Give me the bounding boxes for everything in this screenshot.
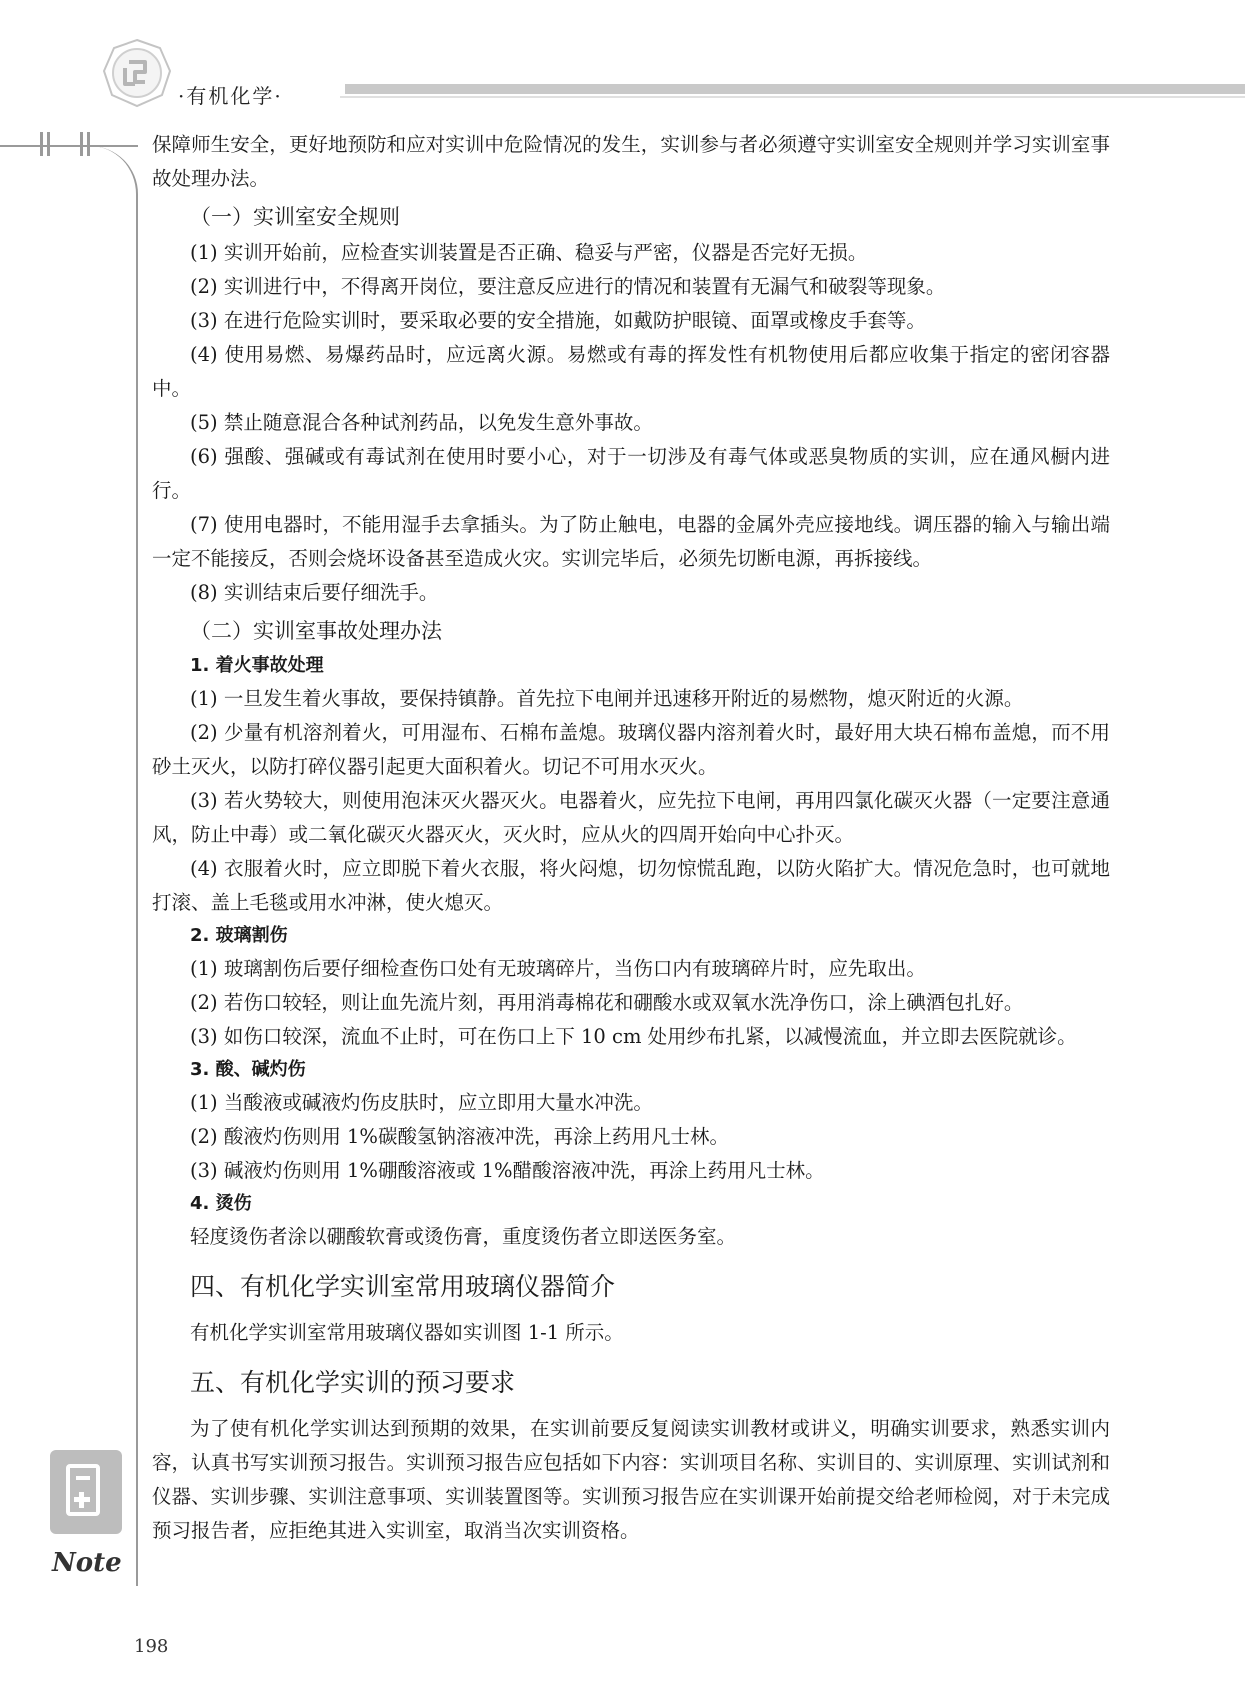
margin-tick <box>40 132 43 156</box>
note-label: Note <box>52 1548 122 1578</box>
margin-curve <box>86 146 138 206</box>
running-header-title: ·有机化学· <box>178 84 283 108</box>
list-item: (6) 强酸、强碱或有毒试剂在使用时要小心，对于一切涉及有毒气体或恶臭物质的实训，应在通风橱内进行。 <box>152 445 1110 502</box>
list-item: (3) 在进行危险实训时，要采取必要的安全措施，如戴防护眼镜、面罩或橡皮手套等。 <box>190 309 926 332</box>
note-badge <box>50 1450 122 1534</box>
page-number: 198 <box>134 1636 169 1657</box>
margin-tick <box>47 132 50 156</box>
list-item: (1) 一旦发生着火事故，要保持镇静。首先拉下电闸并迅速移开附近的易燃物，熄灭附近的火源。 <box>190 687 1024 710</box>
section-heading-preview-requirements: 五、有机化学实训的预习要求 <box>190 1368 516 1397</box>
subheading-fire: 1. 着火事故处理 <box>190 655 324 676</box>
subheading-scalds: 4. 烫伤 <box>190 1193 252 1214</box>
list-item: (3) 若火势较大，则使用泡沫灭火器灭火。电器着火，应先拉下电闸，再用四氯化碳灭火器（一定要注意通风，防止中毒）或二氧化碳灭火器灭火，灭火时，应从火的四周开始向中心扑灭。 <box>152 789 1110 846</box>
list-item: (2) 少量有机溶剂着火，可用湿布、石棉布盖熄。玻璃仪器内溶剂着火时，最好用大块石棉布盖熄，而不用砂土灭火，以防打碎仪器引起更大面积着火。切记不可用水灭火。 <box>152 721 1110 778</box>
header-bar <box>345 84 1245 94</box>
paragraph: 轻度烫伤者涂以硼酸软膏或烫伤膏，重度烫伤者立即送医务室。 <box>190 1225 737 1248</box>
list-item: (3) 碱液灼伤则用 1%硼酸溶液或 1%醋酸溶液冲洗，再涂上药用凡士林。 <box>190 1159 825 1182</box>
list-item: (8) 实训结束后要仔细洗手。 <box>190 581 439 604</box>
subheading-glass-cuts: 2. 玻璃割伤 <box>190 925 288 946</box>
section-heading-glassware: 四、有机化学实训室常用玻璃仪器简介 <box>190 1272 616 1301</box>
list-item: (2) 若伤口较轻，则让血先流片刻，再用消毒棉花和硼酸水或双氧水洗净伤口，涂上碘酒包扎好。 <box>190 991 1024 1014</box>
margin-rule <box>0 145 138 147</box>
list-item: (4) 衣服着火时，应立即脱下着火衣服，将火闷熄，切勿惊慌乱跑，以防火陷扩大。情况危急时，也可就地打滚、盖上毛毯或用水冲淋，使火熄灭。 <box>152 857 1110 914</box>
book-logo-icon <box>102 38 172 108</box>
subheading-chemical-burns: 3. 酸、碱灼伤 <box>190 1059 306 1080</box>
section-heading-accident-handling: （二）实训室事故处理办法 <box>190 619 442 643</box>
paragraph: 有机化学实训室常用玻璃仪器如实训图 1-1 所示。 <box>190 1321 624 1344</box>
header-bar-shadow <box>340 96 1245 98</box>
page-content <box>152 128 1110 1548</box>
list-item: (4) 使用易燃、易爆药品时，应远离火源。易燃或有毒的挥发性有机物使用后都应收集于指定的密闭容器中。 <box>152 343 1110 400</box>
list-item: (1) 玻璃割伤后要仔细检查伤口处有无玻璃碎片，当伤口内有玻璃碎片时，应先取出。 <box>190 957 926 980</box>
section-heading-safety-rules: （一）实训室安全规则 <box>190 205 400 229</box>
list-item: (1) 当酸液或碱液灼伤皮肤时，应立即用大量水冲洗。 <box>190 1091 653 1114</box>
list-item: (5) 禁止随意混合各种试剂药品，以免发生意外事故。 <box>190 411 653 434</box>
list-item: (1) 实训开始前，应检查实训装置是否正确、稳妥与严密，仪器是否完好无损。 <box>190 241 868 264</box>
list-item: (2) 实训进行中，不得离开岗位，要注意反应进行的情况和装置有无漏气和破裂等现象。 <box>190 275 946 298</box>
list-item: (2) 酸液灼伤则用 1%碳酸氢钠溶液冲洗，再涂上药用凡士林。 <box>190 1125 729 1148</box>
intro-paragraph: 保障师生安全，更好地预防和应对实训中危险情况的发生，实训参与者必须遵守实训室安全规则并学习实训室事故处理办法。 <box>152 133 1110 190</box>
paragraph: 为了使有机化学实训达到预期的效果，在实训前要反复阅读实训教材或讲义，明确实训要求，熟悉实训内容，认真书写实训预习报告。实训预习报告应包括如下内容：实训项目名称、实训目的、实训原理、实训试剂和仪器、实训步骤、实训注意事项、实训装置图等。实训预习报告应在实训课开始前提交给老师检阅，对于未完成预习报告者，应拒绝其进入实训室，取消当次实训资格。 <box>152 1417 1110 1542</box>
list-item: (3) 如伤口较深，流血不止时，可在伤口上下 10 cm 处用纱布扎紧，以减慢流血，并立即去医院就诊。 <box>190 1025 1077 1048</box>
margin-line <box>136 196 138 1586</box>
list-item: (7) 使用电器时，不能用湿手去拿插头。为了防止触电，电器的金属外壳应接地线。调压器的输入与输出端一定不能接反，否则会烧坏设备甚至造成火灾。实训完毕后，必须先切断电源，再拆接线。 <box>152 513 1110 570</box>
margin-tick <box>80 132 83 156</box>
notebook-icon <box>66 1464 100 1516</box>
